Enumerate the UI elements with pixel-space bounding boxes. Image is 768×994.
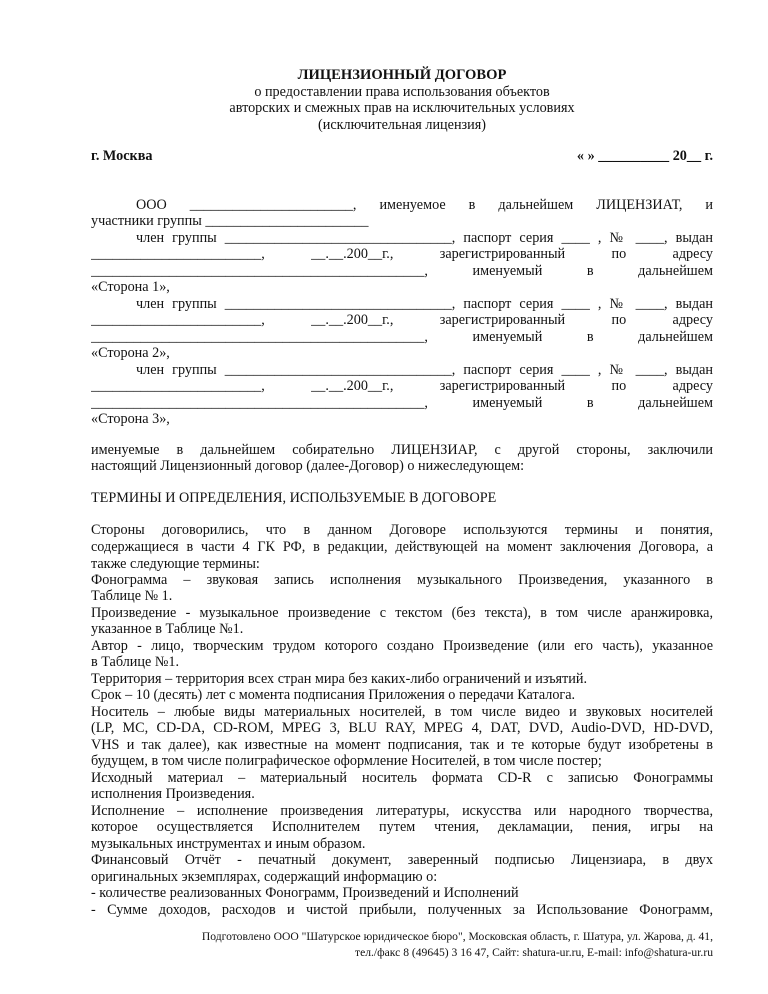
- party-line: член группы ________________________________, паспорт серия ____ , № ____, выдан: [136, 362, 713, 378]
- section-title: ТЕРМИНЫ И ОПРЕДЕЛЕНИЯ, ИСПОЛЬЗУЕМЫЕ В ДОГОВОРЕ: [91, 490, 497, 506]
- party-line: _______________________________________________, именуемый в дальнейшем: [91, 263, 713, 279]
- term-line: указанное в Таблице №1.: [91, 621, 244, 637]
- party-line: член группы ________________________________, паспорт серия ____ , № ____, выдан: [136, 230, 713, 246]
- document-subtitle: авторских и смежных прав на исключительных условиях: [229, 100, 575, 116]
- party-line: ________________________, __.__.200__г., зарегистрированный по адресу: [91, 378, 713, 394]
- intro-line: именуемые в дальнейшем собирательно ЛИЦЕНЗИАР, с другой стороны, заключили: [91, 442, 713, 458]
- term-line: в Таблице №1.: [91, 654, 180, 670]
- term-line: также следующие термины:: [91, 556, 260, 572]
- footer-line: Подготовлено ООО "Шатурское юридическое бюро", Московская область, г. Шатура, ул. Жарова, д. 41,: [201, 930, 713, 943]
- term-line: Фонограмма – звуковая запись исполнения музыкального Произведения, указанного в: [91, 572, 713, 588]
- term-line: Носитель – любые виды материальных носителей, в том числе видео и звуковых носителей: [91, 704, 713, 720]
- document-title: ЛИЦЕНЗИОННЫЙ ДОГОВОР: [297, 67, 507, 83]
- term-line: Произведение - музыкальное произведение с текстом (без текста), в том числе аранжировка,: [91, 605, 713, 621]
- document-subtitle: о предоставлении права использования объектов: [254, 84, 550, 100]
- party-line: ________________________, __.__.200__г., зарегистрированный по адресу: [91, 312, 713, 328]
- contract-date: « » __________ 20__ г.: [576, 148, 713, 164]
- term-line: будущем, в том числе полиграфическое оформление Носителей, в том числе постер;: [91, 753, 602, 769]
- party-line: «Сторона 3»,: [91, 411, 170, 427]
- term-line: Исходный материал – материальный носитель формата CD-R с записью Фонограммы: [91, 770, 713, 786]
- term-line: Автор - лицо, творческим трудом которого создано Произведение (или его часть), указанное: [91, 638, 713, 654]
- footer-line: тел./факс 8 (49645) 3 16 47, Сайт: shatura-ur.ru, E-mail: info@shatura-ur.ru: [355, 946, 713, 959]
- party-line: _______________________________________________, именуемый в дальнейшем: [91, 395, 713, 411]
- term-line: Исполнение – исполнение произведения литературы, искусства или народного творчества,: [91, 803, 713, 819]
- term-line: Срок – 10 (десять) лет с момента подписания Приложения о передачи Каталога.: [91, 687, 576, 703]
- party-line: _______________________________________________, именуемый в дальнейшем: [91, 329, 713, 345]
- term-line: Стороны договорились, что в данном Договоре используются термины и понятия,: [91, 522, 713, 538]
- city: г. Москва: [91, 148, 153, 164]
- party-line: «Сторона 1»,: [91, 279, 170, 295]
- term-line: исполнения Произведения.: [91, 786, 255, 802]
- term-line: содержащиеся в части 4 ГК РФ, в редакции, действующей на момент заключения Договора, а: [91, 539, 713, 555]
- term-line: оригинальных экземплярах, содержащий информацию о:: [91, 869, 438, 885]
- term-line: Таблице № 1.: [91, 588, 173, 604]
- term-line: которое осуществляется Исполнителем путем чтения, декламации, пения, игры на: [91, 819, 713, 835]
- term-line: - Сумме доходов, расходов и чистой прибыли, полученных за Использование Фонограмм,: [91, 902, 713, 918]
- term-line: VHS и так далее), как известные на момент подписания, так и те которые будут изобретены в: [91, 737, 713, 753]
- party-line: член группы ________________________________, паспорт серия ____ , № ____, выдан: [136, 296, 713, 312]
- term-line: - количестве реализованных Фонограмм, Произведений и Исполнений: [91, 885, 519, 901]
- party-line: ООО _______________________, именуемое в дальнейшем ЛИЦЕНЗИАТ, и: [136, 197, 713, 213]
- party-line: ________________________, __.__.200__г., зарегистрированный по адресу: [91, 246, 713, 262]
- term-line: Территория – территория всех стран мира без каких-либо ограничений и изъятий.: [91, 671, 587, 687]
- party-line: участники группы _______________________: [91, 213, 369, 229]
- document-subtitle: (исключительная лицензия): [318, 117, 486, 133]
- term-line: музыкальных инструментах и иным образом.: [91, 836, 366, 852]
- term-line: Финансовый Отчёт - печатный документ, заверенный подписью Лицензиара, в двух: [91, 852, 713, 868]
- term-line: (LP, MC, CD-DA, CD-ROM, MPEG 3, BLU RAY, MPEG 4, DAT, DVD, Audio-DVD, HD-DVD,: [91, 720, 713, 736]
- party-line: «Сторона 2»,: [91, 345, 170, 361]
- intro-line: настоящий Лицензионный договор (далее-Договор) о нижеследующем:: [91, 458, 525, 474]
